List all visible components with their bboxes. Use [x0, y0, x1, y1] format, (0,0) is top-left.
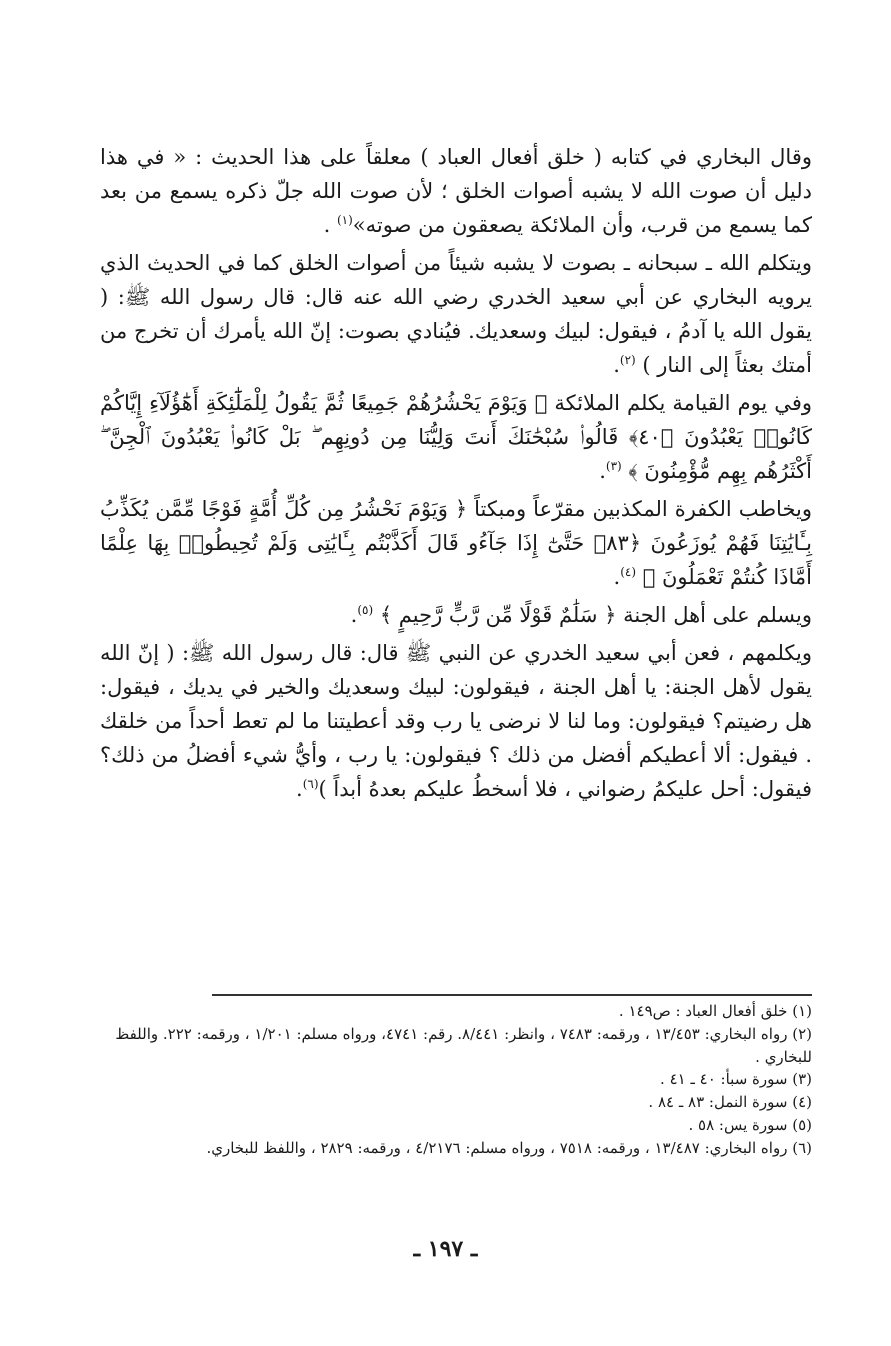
- paragraph-3-text: وفي يوم القيامة يكلم الملائكة ﴿ وَيَوْمَ يَحْشُرُهُمْ جَمِيعًا ثُمَّ يَقُولُ لِلْمَلَٰٓئِكَةِ أَهَٰٓؤُلَآءِ إِيَّاكُمْ كَانُوا۟ يَعْبُدُونَ ﴿٤٠﴾ قَالُوا۟ سُبْحَٰنَكَ أَنتَ وَلِيُّنَا مِن دُونِهِم ۖ بَلْ كَانُوا۟ يَعْبُدُونَ ٱلْجِنَّ ۖ أَكْثَرُهُم بِهِم مُّؤْمِنُونَ ﴾: [100, 391, 812, 484]
- footnote-5: (٥) سورة يس: ٥٨ .: [688, 1115, 812, 1134]
- paragraph-5: ويسلم على أهل الجنة ﴿ سَلَٰمٌ قَوْلًا مِّن رَّبٍّ رَّحِيمٍ ﴾ $^{(٥)}$.: [350, 603, 812, 628]
- footnote-1: (١) خلق أفعال العباد : ص١٤٩ .: [618, 1002, 812, 1020]
- paragraph-5-text: ويسلم على أهل الجنة ﴿ سَلَٰمٌ قَوْلًا مِّن رَّبٍّ رَّحِيمٍ ﴾: [379, 603, 812, 628]
- paragraph-4: ويخاطب الكفرة المكذبين مقرّعاً ومبكتاً ﴿ وَيَوْمَ نَحْشُرُ مِن كُلِّ أُمَّةٍ فَوْجًا مِّمَّن يُكَذِّبُ بِـَٔايَٰتِنَا فَهُمْ يُوزَعُونَ ﴿٨٣﴾ حَتَّىٰٓ إِذَا جَآءُو قَالَ أَكَذَّبْتُم بِـَٔايَٰتِى وَلَمْ تُحِيطُوا۟ بِهَا عِلْمًا أَمَّاذَا كُنتُمْ تَعْمَلُونَ ﴾ $^{(٤)}$.: [100, 497, 812, 590]
- footnote-separator: [212, 994, 812, 996]
- page-number: ـ ١٩٧ ـ: [413, 1236, 478, 1262]
- paragraph-2: ويتكلم الله ـ سبحانه ـ بصوت لا يشبه شيئاً من أصوات الخلق كما في الحديث الذي يرويه البخاري عن أبي سعيد الخدري رضي الله عنه قال: قال رسول الله ﷺ: ( يقول الله يا آدمُ ، فيقول: لبيك وسعديك. فيُنادي بصوت: إنّ الله يأمرك أن تخرج من أمتك بعثاً إلى النار ) $^{(٢)}$.: [100, 251, 812, 378]
- footnote-ref-6: (٦): [302, 777, 319, 792]
- footnote-2: (٢) رواه البخاري: ١٣/٤٥٣ ، ورقمه: ٧٤٨٣ ، وانظر: ٨/٤٤١. رقم: ٤٧٤١، ورواه مسلم: ١/٢٠١ ، ورقمه: ٢٢٢. واللفظ للبخاري .: [115, 1024, 812, 1066]
- footnote-ref-1: (١): [336, 213, 353, 228]
- footnote-ref-5: (٥): [357, 603, 374, 618]
- footnote-ref-4: (٤): [620, 565, 637, 580]
- footnote-3: (٣) سورة سبأ: ٤٠ ـ ٤١ .: [660, 1070, 812, 1089]
- paragraph-1: وقال البخاري في كتابه ( خلق أفعال العباد ) معلقاً على هذا الحديث : « في هذا دليل أن صوت الله لا يشبه أصوات الخلق ؛ لأن صوت الله جلّ ذكره يسمع من بعد كما يسمع من قرب، وأن الملائكة يصعقون من صوته»$^{(١)}$ .: [100, 145, 812, 238]
- paragraph-4-text: ويخاطب الكفرة المكذبين مقرّعاً ومبكتاً ﴿ وَيَوْمَ نَحْشُرُ مِن كُلِّ أُمَّةٍ فَوْجًا مِّمَّن يُكَذِّبُ بِـَٔايَٰتِنَا فَهُمْ يُوزَعُونَ ﴿٨٣﴾ حَتَّىٰٓ إِذَا جَآءُو قَالَ أَكَذَّبْتُم بِـَٔايَٰتِى وَلَمْ تُحِيطُوا۟ بِهَا عِلْمًا أَمَّاذَا كُنتُمْ تَعْمَلُونَ ﴾: [100, 497, 812, 590]
- paragraph-6: ويكلمهم ، فعن أبي سعيد الخدري عن النبي ﷺ قال: قال رسول الله ﷺ: ( إنّ الله يقول لأهل الجنة: يا أهل الجنة ، فيقولون: لبيك وسعديك والخير في يديك ، فيقول: هل رضيتم؟ فيقولون: وما لنا لا نرضى يا رب وقد أعطيتنا ما لم تعط أحداً من خلقك . فيقول: ألا أعطيكم أفضل من ذلك ؟ فيقولون: يا رب ، وأيُّ شيء أفضلُ من ذلك؟ فيقول: أحل عليكمُ رضواني ، فلا أسخطُ عليكم بعدهُ أبداً )$^{(٦)}$.: [100, 641, 812, 802]
- footnote-6: (٦) رواه البخاري: ١٣/٤٨٧ ، ورقمه: ٧٥١٨ ، ورواه مسلم: ٤/٢١٧٦ ، ورقمه: ٢٨٢٩ ، واللفظ للبخاري.: [206, 1138, 812, 1157]
- paragraph-6-text: ويكلمهم ، فعن أبي سعيد الخدري عن النبي ﷺ قال: قال رسول الله ﷺ: ( إنّ الله يقول لأهل الجنة: يا أهل الجنة ، فيقولون: لبيك وسعديك والخير في يديك ، فيقول: هل رضيتم؟ فيقولون: وما لنا لا نرضى يا رب وقد أعطيتنا ما لم تعط أحداً من خلقك . فيقول: ألا أعطيكم أفضل من ذلك ؟ فيقولون: يا رب ، وأيُّ شيء أفضلُ من ذلك؟ فيقول: أحل عليكمُ رضواني ، فلا أسخطُ عليكم بعدهُ أبداً ): [100, 641, 812, 802]
- paragraph-2-text: ويتكلم الله ـ سبحانه ـ بصوت لا يشبه شيئاً من أصوات الخلق كما في الحديث الذي يرويه البخاري عن أبي سعيد الخدري رضي الله عنه قال: قال رسول الله ﷺ: ( يقول الله يا آدمُ ، فيقول: لبيك وسعديك. فيُنادي بصوت: إنّ الله يأمرك أن تخرج من أمتك بعثاً إلى النار ): [100, 251, 812, 378]
- footnote-ref-3: (٣): [605, 459, 622, 474]
- paragraph-1-text: وقال البخاري في كتابه ( خلق أفعال العباد ) معلقاً على هذا الحديث : « في هذا دليل أن صوت الله لا يشبه أصوات الخلق ؛ لأن صوت الله جلّ ذكره يسمع من بعد كما يسمع من قرب، وأن الملائكة يصعقون من صوته»: [100, 145, 812, 238]
- footnote-4: (٤) سورة النمل: ٨٣ ـ ٨٤ .: [648, 1093, 812, 1112]
- footnotes: [100, 1000, 812, 1160]
- paragraph-3: وفي يوم القيامة يكلم الملائكة ﴿ وَيَوْمَ يَحْشُرُهُمْ جَمِيعًا ثُمَّ يَقُولُ لِلْمَلَٰٓئِكَةِ أَهَٰٓؤُلَآءِ إِيَّاكُمْ كَانُوا۟ يَعْبُدُونَ ﴿٤٠﴾ قَالُوا۟ سُبْحَٰنَكَ أَنتَ وَلِيُّنَا مِن دُونِهِم ۖ بَلْ كَانُوا۟ يَعْبُدُونَ ٱلْجِنَّ ۖ أَكْثَرُهُم بِهِم مُّؤْمِنُونَ ﴾ $^{(٣)}$.: [100, 391, 812, 484]
- footnote-ref-2: (٢): [619, 353, 636, 368]
- main-text: [100, 140, 812, 810]
